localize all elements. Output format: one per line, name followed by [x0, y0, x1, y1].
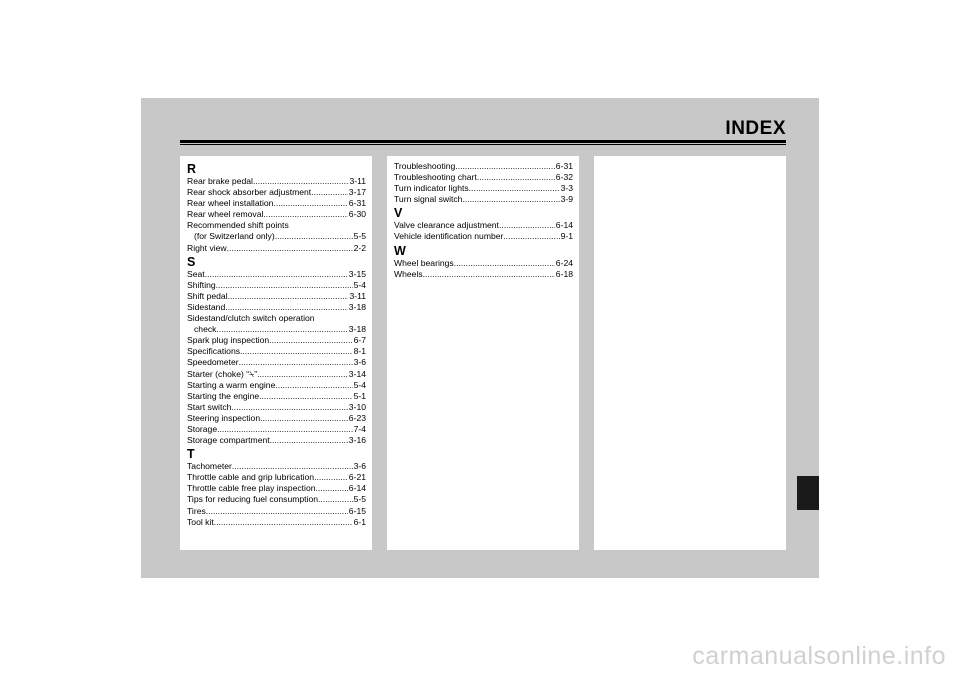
index-entry-label: Tool kit	[187, 516, 214, 527]
index-entry	[187, 324, 366, 335]
dot-leader	[257, 369, 348, 380]
dot-leader	[216, 324, 347, 335]
index-entry-page: 7-4	[353, 423, 366, 434]
index-letter-heading: W	[394, 243, 406, 258]
index-entry-page: 5-4	[353, 379, 366, 390]
dot-leader	[477, 172, 555, 183]
dot-leader	[228, 291, 349, 302]
dot-leader	[275, 380, 352, 391]
index-entry-label: Tips for reducing fuel consumption	[187, 494, 319, 505]
index-entry-page: 5-5	[353, 231, 366, 242]
dot-leader	[503, 231, 559, 242]
index-entry-page: 3-17	[348, 187, 366, 198]
index-entry-label: Sidestand	[187, 301, 226, 312]
index-entry	[187, 280, 366, 291]
dot-leader	[318, 494, 353, 505]
index-entry	[187, 269, 366, 280]
index-letter-heading: S	[187, 254, 196, 269]
index-letter-heading: T	[187, 447, 195, 462]
index-entry-label: Spark plug inspection	[187, 335, 270, 346]
index-entry-page: 3-6	[353, 357, 366, 368]
index-entry-label: Rear wheel installation	[187, 198, 274, 209]
dot-leader	[239, 357, 353, 368]
index-entry-label: Tires	[187, 505, 206, 516]
index-entry	[187, 494, 366, 505]
index-entry-label: Starting a warm engine	[187, 379, 276, 390]
header-rule-thin	[180, 144, 786, 145]
index-entry-label: Vehicle identification number	[394, 231, 504, 242]
header-rule	[180, 140, 786, 143]
index-entry	[187, 209, 366, 220]
index-entry	[394, 231, 573, 242]
index-entry-label: Seat	[187, 268, 205, 279]
dot-leader	[231, 402, 347, 413]
dot-leader	[206, 506, 348, 517]
index-entry-label: Recommended shift points	[187, 220, 289, 231]
index-entry-page: 6-32	[555, 172, 573, 183]
index-entry	[187, 380, 366, 391]
dot-leader	[270, 435, 348, 446]
dot-leader	[216, 280, 353, 291]
index-entry-label: Throttle cable free play inspection	[187, 483, 316, 494]
dot-leader	[227, 243, 353, 254]
dot-leader	[273, 198, 347, 209]
index-entry-page: 3-18	[348, 301, 366, 312]
dot-leader	[225, 302, 348, 313]
index-entry	[394, 172, 573, 183]
index-column-3	[594, 156, 786, 550]
index-entry-label: Shifting	[187, 279, 216, 290]
index-entry	[394, 269, 573, 280]
index-entry-page: 6-23	[348, 412, 366, 423]
index-entry-label: Troubleshooting chart	[394, 172, 477, 183]
watermark: carmanualsonline.info	[692, 642, 946, 670]
index-entry	[187, 517, 366, 528]
section-tab-marker	[797, 476, 819, 510]
index-entry-page: 3-18	[348, 324, 366, 335]
dot-leader	[259, 391, 352, 402]
index-entry	[187, 506, 366, 517]
dot-leader	[314, 472, 348, 483]
index-entry-label: Tachometer	[187, 461, 232, 472]
index-entry	[394, 161, 573, 172]
index-entry-page: 6-15	[348, 505, 366, 516]
index-entry-label: Speedometer	[187, 357, 239, 368]
dot-leader	[455, 161, 554, 172]
index-entry-page: 3-14	[348, 368, 366, 379]
index-entry-page: 3-3	[560, 183, 573, 194]
index-entry-page: 3-15	[348, 268, 366, 279]
index-entry	[187, 243, 366, 254]
index-entry	[187, 402, 366, 413]
dot-leader	[217, 424, 352, 435]
index-entry	[187, 369, 366, 380]
index-entry-label: Starter (choke) “⍀”	[187, 368, 258, 379]
index-entry	[187, 176, 366, 187]
index-entry-label: Turn indicator lights	[394, 183, 469, 194]
index-entry	[394, 258, 573, 269]
index-entry-page: 3-9	[560, 194, 573, 205]
index-entry-label: Throttle cable and grip lubrication	[187, 472, 315, 483]
index-entry	[187, 231, 366, 242]
index-entry-page: 6-24	[555, 257, 573, 268]
dot-leader	[423, 269, 555, 280]
index-entry	[187, 472, 366, 483]
index-entry-page: 3-11	[349, 290, 366, 301]
dot-leader	[205, 269, 348, 280]
index-entry-label: Start switch	[187, 401, 232, 412]
index-entry-page: 6-1	[353, 516, 366, 527]
index-entry-page: 3-16	[348, 435, 366, 446]
dot-leader	[275, 231, 353, 242]
index-entry-label: Valve clearance adjustment	[394, 220, 499, 231]
index-entry-label: Right view	[187, 242, 227, 253]
index-entry	[394, 194, 573, 205]
index-entry-label: Steering inspection	[187, 412, 261, 423]
dot-leader	[454, 258, 555, 269]
index-entry-label: Troubleshooting	[394, 161, 456, 171]
dot-leader	[469, 183, 560, 194]
index-entry-page: 6-7	[353, 335, 366, 346]
index-entry-page: 3-10	[348, 401, 366, 412]
index-entry-label: Shift pedal	[187, 290, 228, 301]
index-entry-page: 6-14	[555, 220, 573, 231]
index-entry-label: Rear shock absorber adjustment	[187, 187, 312, 198]
index-entry	[187, 198, 366, 209]
index-entry-label: (for Switzerland only)	[194, 231, 275, 242]
index-entry-label: Wheel bearings	[394, 257, 454, 268]
index-entry	[394, 183, 573, 194]
dot-leader	[253, 176, 349, 187]
index-entry-page: 6-30	[348, 209, 366, 220]
index-entry	[187, 346, 366, 357]
index-entry-label: Storage	[187, 423, 218, 434]
index-entry-label: Sidestand/clutch switch operation	[187, 313, 315, 324]
index-entry	[187, 187, 366, 198]
dot-leader	[232, 461, 353, 472]
dot-leader	[316, 483, 348, 494]
dot-leader	[214, 517, 353, 528]
dot-leader	[269, 335, 352, 346]
index-entry-label: check	[194, 324, 217, 335]
index-entry-page: 3-6	[353, 461, 366, 472]
index-entry	[187, 302, 366, 313]
index-entry	[187, 357, 366, 368]
index-entry	[187, 291, 366, 302]
index-entry-page: 2-2	[353, 242, 366, 253]
index-entry-label: Rear wheel removal	[187, 209, 264, 220]
dot-leader	[499, 220, 555, 231]
index-entry-page: 6-18	[555, 268, 573, 279]
dot-leader	[263, 209, 347, 220]
index-entry	[187, 391, 366, 402]
index-entry-label: Rear brake pedal	[187, 176, 253, 186]
index-entry-page: 6-14	[348, 483, 366, 494]
page-title: INDEX	[725, 118, 786, 139]
index-letter-heading: R	[187, 162, 197, 176]
index-entry-page: 9-1	[560, 231, 573, 242]
index-entry-page: 6-31	[555, 161, 573, 171]
dot-leader	[260, 413, 348, 424]
index-column-1	[180, 156, 372, 550]
index-entry-label: Starting the engine	[187, 390, 260, 401]
index-entry-label: Turn signal switch	[394, 194, 463, 205]
index-entry	[187, 483, 366, 494]
dot-leader	[462, 194, 559, 205]
index-column-2	[387, 156, 579, 550]
index-entry-page: 6-31	[348, 198, 366, 209]
index-entry-label: Storage compartment	[187, 435, 270, 446]
index-entry-page: 5-1	[353, 390, 366, 401]
index-entry-page: 3-11	[349, 176, 366, 186]
dot-leader	[311, 187, 348, 198]
index-entry-label: Wheels	[394, 268, 423, 279]
index-entry	[394, 220, 573, 231]
index-entry	[187, 424, 366, 435]
index-entry-page: 5-5	[353, 494, 366, 505]
index-entry	[187, 335, 366, 346]
index-entry	[187, 413, 366, 424]
index-letter-heading: V	[394, 206, 403, 221]
index-entry-label: Specifications	[187, 346, 241, 357]
index-entry	[187, 435, 366, 446]
index-entry	[187, 461, 366, 472]
index-entry-page: 5-4	[353, 279, 366, 290]
index-entry-page: 8-1	[353, 346, 366, 357]
dot-leader	[240, 346, 353, 357]
index-entry-page: 6-21	[348, 472, 366, 483]
